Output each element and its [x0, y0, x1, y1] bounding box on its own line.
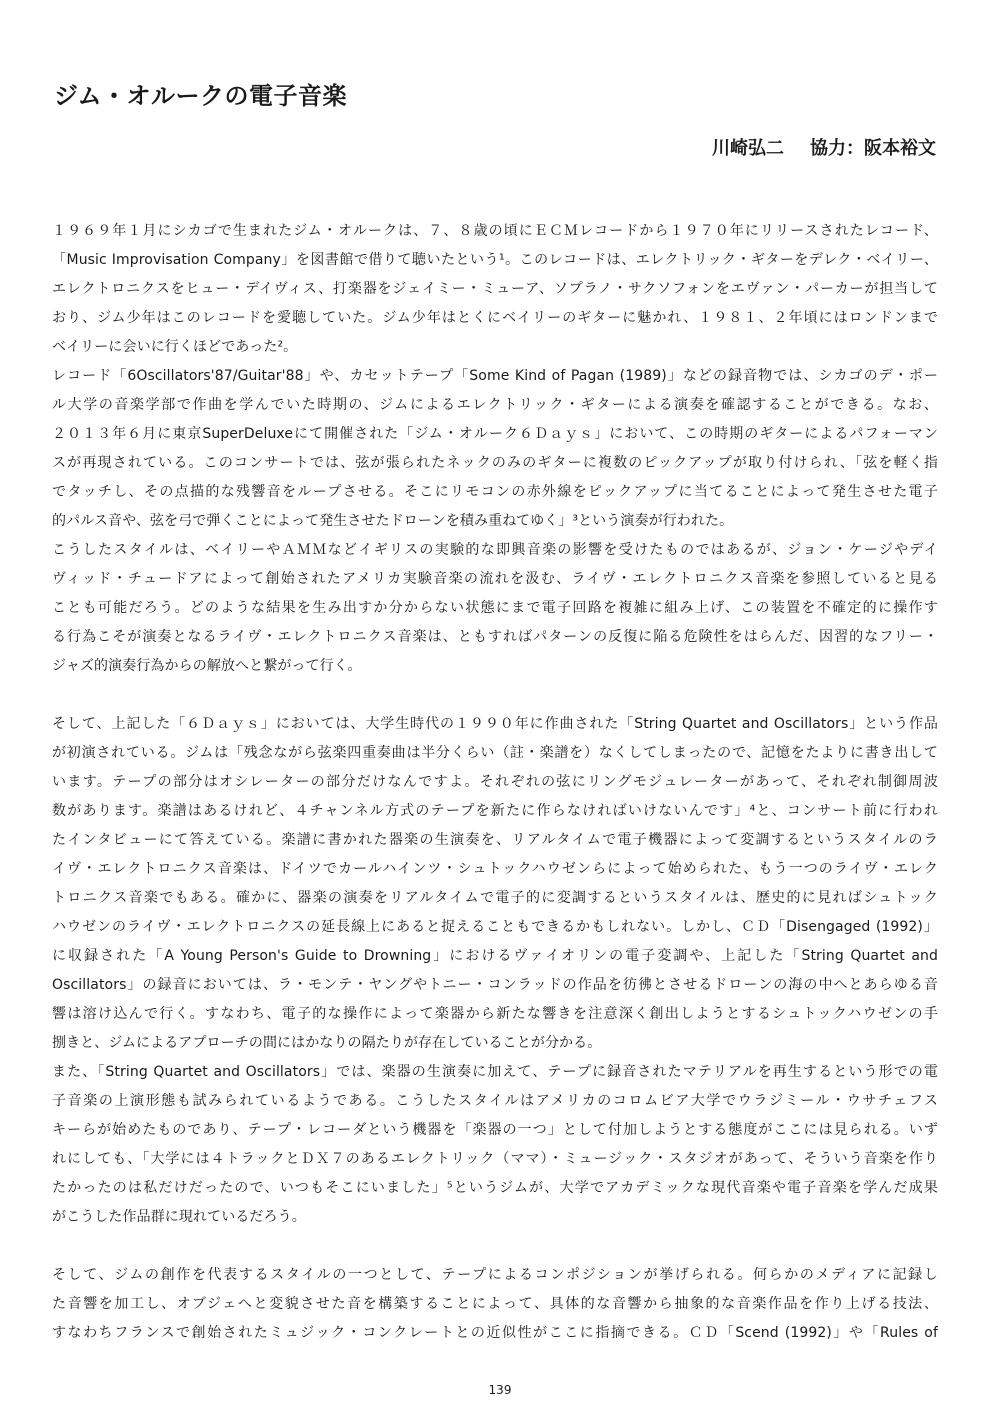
paragraph [52, 217, 938, 362]
text-line: 数があります。楽譜はあるけれど、４チャンネル方式のテープを新たに作らなければいけないんです」⁴と、コンサート前に行われ [52, 803, 938, 819]
text-line: そして、ジムの創作を代表するスタイルの一つとして、テープによるコンポジションが挙げられる。何らかのメディアに記録し [52, 1267, 938, 1283]
paragraph [52, 362, 938, 536]
text-line: 的パルス音や、弦を弓で弾くことによって発生させたドローンを積み重ねてゆく」³という演奏が行われた。 [52, 513, 734, 529]
text-line: Oscillators」の録音においては、ラ・モンテ・ヤングやトニー・コンラッドの作品を彷彿とさせるドローンの海の中へとあらゆる音 [52, 977, 938, 993]
text-line: キーらが始めたものであり、テープ・レコーダという機器を「楽器の一つ」として付加しようとする態度がここには見られる。いず [52, 1122, 938, 1138]
text-line: 「Music Improvisation Company」を図書館で借りて聴いたという¹。このレコードは、エレクトリック・ギターをデレク・ベイリー、 [52, 252, 938, 268]
paragraph [52, 710, 938, 1058]
text-line: ヴィッド・チュードアによって創始されたアメリカ実験音楽の流れを汲む、ライヴ・エレクトロニクス音楽を参照していると見る [52, 571, 938, 587]
article-title: ジム・オルークの電子音楽 [54, 82, 348, 110]
byline [712, 134, 936, 160]
paragraph [52, 536, 938, 681]
text-line: たかったのは私だけだったので、いつもそこにいました」⁵というジムが、大学でアカデミックな現代音楽や電子音楽を学んだ成果 [52, 1180, 938, 1196]
text-line: すなわちフランスで創始されたミュジック・コンクレートとの近似性がここに指摘できる。ＣＤ「Scend (1992)」や「Rules of [52, 1325, 938, 1341]
text-line: トロニクス音楽でもある。確かに、器楽の演奏をリアルタイムで電子的に変調するというスタイルは、歴史的に見ればシュトック [52, 890, 938, 906]
page-number: 139 [488, 1383, 512, 1397]
text-line: 響は溶け込んで行く。すなわち、電子的な操作によって楽器から新たな響きを注意深く創出しようとするシュトックハウゼンの手 [52, 1006, 938, 1022]
text-line: ル大学の音楽学部で作曲を学んでいた時期の、ジムによるエレクトリック・ギターによる演奏を確認することができる。なお、 [52, 397, 938, 413]
text-line: る行為こそが演奏となるライヴ・エレクトロニクス音楽は、ともすればパターンの反復に陥る危険性をはらんだ、因習的なフリー・ [52, 629, 938, 645]
paragraph-spacer [52, 1232, 938, 1261]
text-line: レコード「6Oscillators'87/Guitar'88」や、カセットテープ「Some Kind of Pagan (1989)」などの録音物では、シカゴのデ・ポー [52, 368, 938, 384]
text-line: ２０１３年６月に東京SuperDeluxeにて開催された「ジム・オルーク６Ｄａｙｓ」において、この時期のギターによるパフォーマン [52, 426, 938, 442]
text-line: が初演されている。ジムは「残念ながら弦楽四重奏曲は半分くらい（註・楽譜を）なくしてしまったので、記憶をたよりに書き出して [52, 745, 938, 761]
paragraph-spacer [52, 681, 938, 710]
text-line: イヴ・エレクトロニクス音楽は、ドイツでカールハインツ・シュトックハウゼンらによって始められた、もう一つのライヴ・エレク [52, 861, 938, 877]
text-line: れにしても、「大学には４トラックとＤＸ７のあるエレクトリック（ママ）・ミュージック・スタジオがあって、そういう音楽を作り [52, 1151, 938, 1167]
text-line: こうしたスタイルは、ベイリーやＡＭＭなどイギリスの実験的な即興音楽の影響を受けたものではあるが、ジョン・ケージやデイ [52, 542, 938, 558]
text-line: がこうした作品群に現れているだろう。 [52, 1209, 306, 1225]
text-line: ことも可能だろう。どのような結果を生み出すか分からない状態にまで電子回路を複雑に組み上げ、この装置を不確定的に操作す [52, 600, 938, 616]
text-line: １９６９年１月にシカゴで生まれたジム・オルークは、７、８歳の頃にＥＣＭレコードから１９７０年にリリースされたレコード、 [52, 223, 938, 239]
text-line: たインタビューにて答えている。楽譜に書かれた器楽の生演奏を、リアルタイムで電子機器によって変調するというスタイルのラ [52, 832, 938, 848]
text-line: また、「String Quartet and Oscillators」では、楽器の生演奏に加えて、テープに録音されたマテリアルを再生するという形での電 [52, 1064, 938, 1080]
author-name: 川崎弘二 [712, 138, 784, 159]
text-line: エレクトロニクスをヒュー・デイヴィス、打楽器をジェイミー・ミューア、ソプラノ・サクソフォンをエヴァン・パーカーが担当して [52, 281, 938, 297]
text-line: 子音楽の上演形態も試みられているようである。こうしたスタイルはアメリカのコロムビア大学でウラジミール・ウサチェフス [52, 1093, 938, 1109]
text-line: ベイリーに会いに行くほどであった²。 [52, 339, 298, 355]
text-line: ハウゼンのライヴ・エレクトロニクスの延長線上にあると捉えることもできるかもしれない。しかし、ＣＤ「Disengaged (1992)」 [52, 919, 938, 935]
text-line: そして、上記した「６Ｄａｙｓ」においては、大学生時代の１９９０年に作曲された「String Quartet and Oscillators」という作品 [52, 716, 938, 732]
paragraph [52, 1261, 938, 1348]
text-line: でタッチし、その点描的な残響音をループさせる。そこにリモコンの赤外線をピックアップに当てることによって発生させた電子 [52, 484, 938, 500]
article-body [52, 217, 938, 1348]
text-line: います。テープの部分はオシレーターの部分だけなんですよ。それぞれの弦にリングモジュレーターがあって、それぞれ制御周波 [52, 774, 938, 790]
text-line: た音響を加工し、オブジェへと変貌させた音を構築することによって、具体的な音響から抽象的な音楽作品を作り上げる技法、 [52, 1296, 938, 1312]
text-line: おり、ジム少年はこのレコードを愛聴していた。ジム少年はとくにベイリーのギターに魅かれ、１９８１、２年頃にはロンドンまで [52, 310, 938, 326]
text-line: スが再現されている。このコンサートでは、弦が張られたネックのみのギターに複数のピックアップが取り付けられ、「弦を軽く指 [52, 455, 938, 471]
collaborator-credit: 協力：阪本裕文 [810, 138, 936, 159]
text-line: ジャズ的演奏行為からの解放へと繋がって行く。 [52, 658, 362, 674]
text-line: に収録された「A Young Person's Guide to Drowning」におけるヴァイオリンの電子変調や、上記した「String Quartet and [52, 948, 938, 964]
text-line: 捌きと、ジムによるアプローチの間にはかなりの隔たりが存在していることが分かる。 [52, 1035, 602, 1051]
paragraph [52, 1058, 938, 1232]
